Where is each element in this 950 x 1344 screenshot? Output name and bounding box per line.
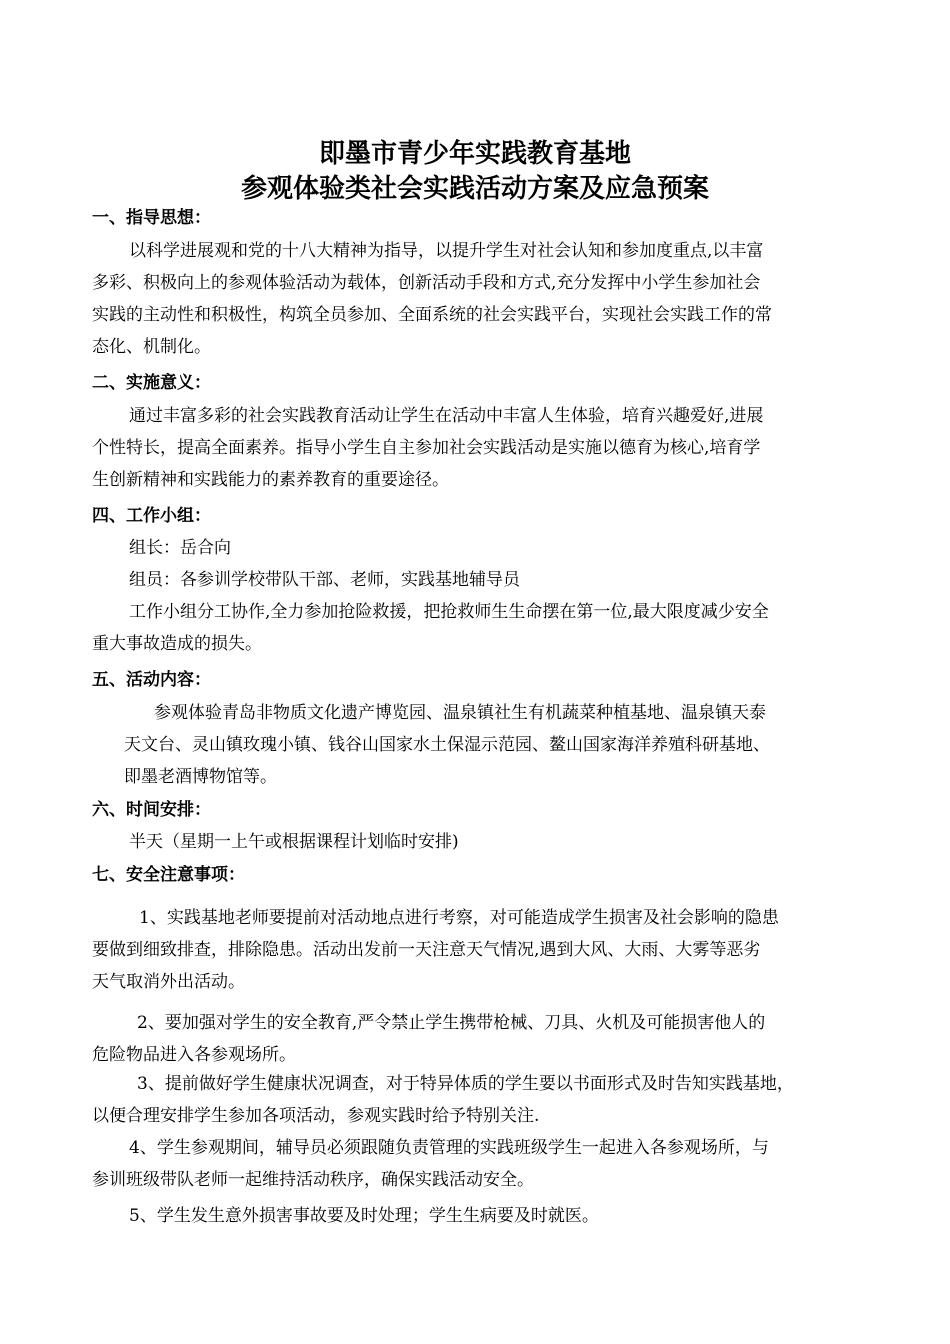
paragraph-line: 要做到细致排查，排除隐患。活动出发前一天注意天气情况,遇到大风、大雨、大雾等恶劣 <box>92 940 761 960</box>
section-heading-time-schedule: 六、时间安排： <box>92 800 211 820</box>
section-heading-safety-notes: 七、安全注意事项： <box>92 865 245 885</box>
paragraph-line: 以科学进展观和党的十八大精神为指导，以提升学生对社会认知和参加度重点,以丰富 <box>129 241 764 261</box>
paragraph-line: 5、学生发生意外损害事故要及时处理；学生生病要及时就医。 <box>129 1206 599 1226</box>
paragraph-line: 参观体验青岛非物质文化遗产博览园、温泉镇社生有机蔬菜种植基地、温泉镇天泰 <box>154 703 766 723</box>
paragraph-line: 1、实践基地老师要提前对活动地点进行考察，对可能造成学生损害及社会影响的隐患 <box>139 908 779 928</box>
paragraph-line: 生创新精神和实践能力的素养教育的重要途径。 <box>92 470 449 490</box>
paragraph-line: 以便合理安排学生参加各项活动，参观实践时给予特别关注. <box>92 1106 540 1126</box>
paragraph-line: 通过丰富多彩的社会实践教育活动让学生在活动中丰富人生体验，培育兴趣爱好,进展 <box>129 406 764 426</box>
section-heading-guiding-thought: 一、指导思想： <box>92 208 211 228</box>
document-title-line-2: 参观体验类社会实践活动方案及应急预案 <box>240 174 709 204</box>
paragraph-line: 半天（星期一上午或根据课程计划临时安排) <box>129 832 459 852</box>
paragraph-line: 危险物品进入各参观场所。 <box>92 1045 296 1065</box>
paragraph-line: 组员：各参训学校带队干部、老师，实践基地辅导员 <box>129 570 520 590</box>
section-heading-work-group: 四、工作小组： <box>92 506 211 526</box>
paragraph-line: 多彩、积极向上的参观体验活动为载体，创新活动手段和方式,充分发挥中小学生参加社会 <box>92 273 761 293</box>
paragraph-line: 4、学生参观期间，辅导员必须跟随负责管理的实践班级学生一起进入各参观场所，与 <box>129 1138 769 1158</box>
paragraph-line: 2、要加强对学生的安全教育,严令禁止学生携带枪械、刀具、火机及可能损害他人的 <box>137 1013 766 1033</box>
paragraph-line: 个性特长，提高全面素养。指导小学生自主参加社会实践活动是实施以德育为核心,培育学 <box>92 438 761 458</box>
paragraph-line: 重大事故造成的损失。 <box>92 634 262 654</box>
paragraph-line: 实践的主动性和积极性，构筑全员参加、全面系统的社会实践平台，实现社会实践工作的常 <box>92 305 772 325</box>
paragraph-line: 3、提前做好学生健康状况调查，对于特异体质的学生要以书面形式及时告知实践基地， <box>137 1074 794 1094</box>
section-heading-significance: 二、实施意义： <box>92 373 211 393</box>
paragraph-line: 天气取消外出活动。 <box>92 972 245 992</box>
section-heading-activity-content: 五、活动内容： <box>92 670 211 690</box>
paragraph-line: 工作小组分工协作,全力参加抢险救援，把抢救师生生命摆在第一位,最大限度减少安全 <box>129 602 769 622</box>
paragraph-line: 天文台、灵山镇玫瑰小镇、钱谷山国家水土保湿示范园、鳌山国家海洋养殖科研基地、 <box>124 735 770 755</box>
document-title-line-1: 即墨市青少年实践教育基地 <box>318 139 631 169</box>
paragraph-line: 即墨老酒博物馆等。 <box>124 767 277 787</box>
paragraph-line: 参训班级带队老师一起维持活动秩序，确保实践活动安全。 <box>92 1170 534 1190</box>
paragraph-line: 态化、机制化。 <box>92 337 211 357</box>
paragraph-line: 组长：岳合向 <box>129 538 231 558</box>
